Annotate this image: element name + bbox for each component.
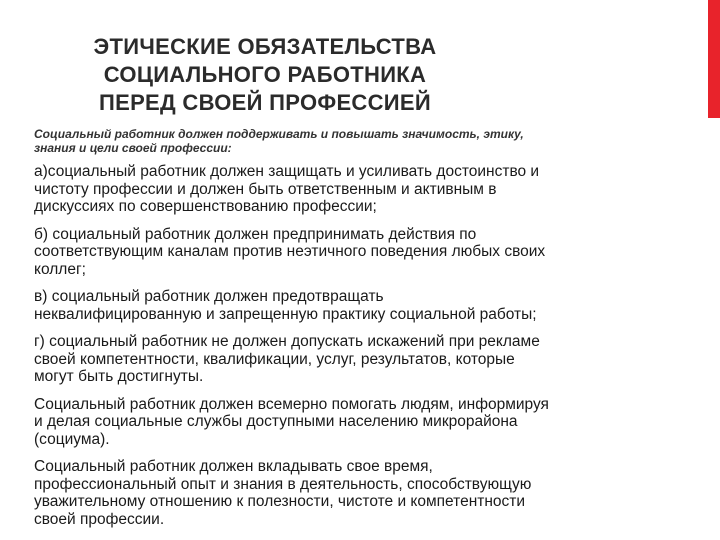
item-line: а)социальный работник должен защищать и усиливать достоинство и bbox=[34, 163, 540, 180]
item-line: профессиональный опыт и знания в деятельность, способствующую bbox=[34, 475, 532, 493]
list-item-v bbox=[34, 288, 674, 323]
item-line: дискуссиях по совершенствованию профессии; bbox=[34, 198, 377, 215]
obligations-list bbox=[34, 163, 674, 538]
item-line: чистоту профессии и должен быть ответственным и активным в bbox=[34, 180, 497, 198]
intro-line: знания и цели своей профессии: bbox=[34, 141, 232, 155]
item-line: (социума). bbox=[34, 430, 110, 448]
item-line: и делая социальные службы доступными населению микрорайона bbox=[34, 413, 518, 430]
item-line: Социальный работник должен всемерно помогать людям, информируя bbox=[34, 395, 549, 413]
title-line: ЭТИЧЕСКИЕ ОБЯЗАТЕЛЬСТВА bbox=[93, 34, 437, 59]
item-line: неквалифицированную и запрещенную практику социальной работы; bbox=[34, 305, 537, 323]
item-line: б) социальный работник должен предпринимать действия по bbox=[34, 225, 477, 243]
item-line: своей профессии. bbox=[34, 510, 165, 528]
title-line: ПЕРЕД СВОЕЙ ПРОФЕССИЕЙ bbox=[99, 90, 431, 115]
list-item-g bbox=[34, 333, 674, 386]
title-line: СОЦИАЛЬНОГО РАБОТНИКА bbox=[103, 62, 427, 87]
paragraph-help-people bbox=[34, 396, 674, 449]
intro-text bbox=[34, 127, 654, 155]
slide-title bbox=[40, 33, 490, 117]
item-line: коллег; bbox=[34, 260, 86, 278]
intro-line: Социальный работник должен поддерживать и повышать значимость, этику, bbox=[34, 127, 524, 141]
item-line: г) социальный работник не должен допускать искажений при рекламе bbox=[34, 333, 540, 350]
item-line: своей компетентности, квалификации, услуг, результатов, которые bbox=[34, 350, 515, 368]
list-item-b bbox=[34, 226, 674, 279]
list-item-a bbox=[34, 163, 674, 216]
item-line: соответствующим каналам против неэтичного поведения любых своих bbox=[34, 243, 546, 260]
paragraph-invest-time bbox=[34, 458, 674, 528]
accent-bar bbox=[708, 0, 720, 118]
item-line: уважительному отношению к полезности, чистоте и компетентности bbox=[34, 493, 526, 510]
item-line: могут быть достигнуты. bbox=[34, 368, 204, 385]
item-line: в) социальный работник должен предотвращать bbox=[34, 288, 384, 305]
item-line: Социальный работник должен вкладывать свое время, bbox=[34, 458, 433, 475]
